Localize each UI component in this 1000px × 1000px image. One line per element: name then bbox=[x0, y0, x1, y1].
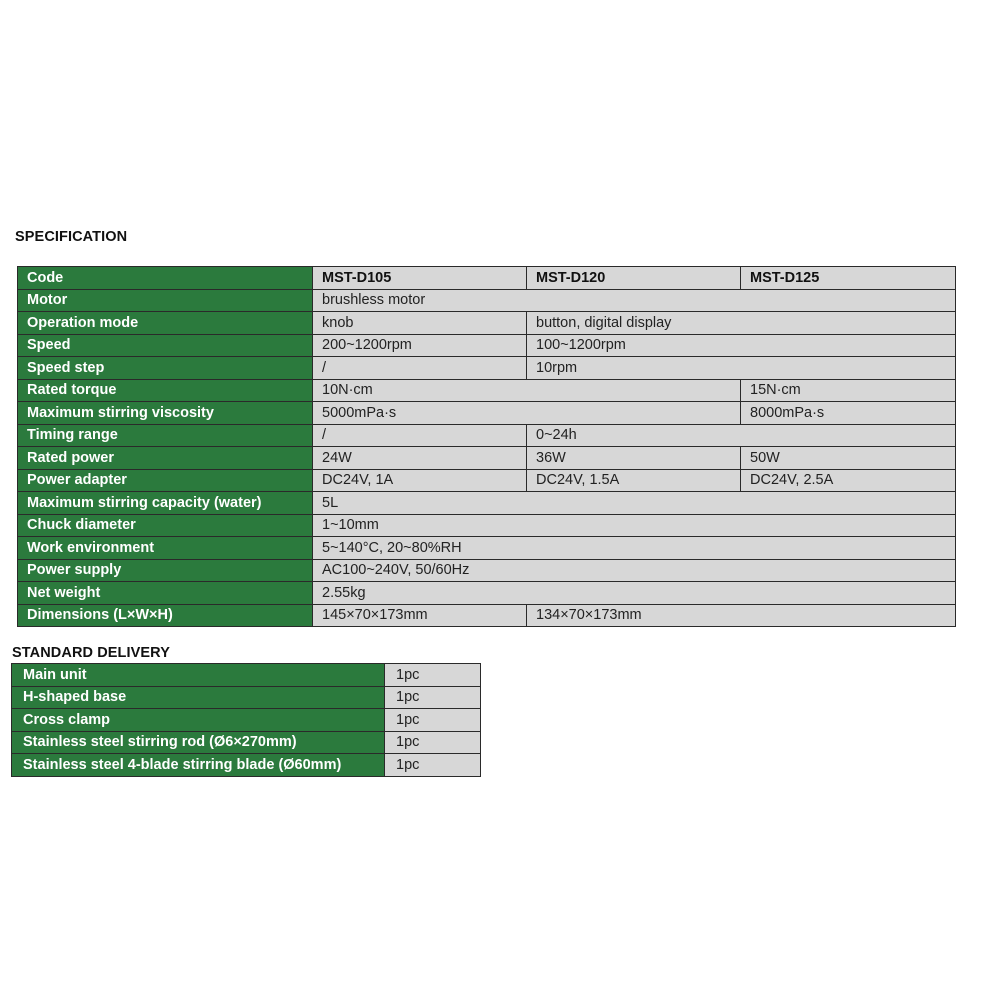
delivery-item-name: Main unit bbox=[12, 664, 385, 687]
cell-rated-power-d125: 50W bbox=[741, 447, 956, 470]
table-row bbox=[18, 402, 956, 425]
cell-speed-d120-d125: 100~1200rpm bbox=[527, 334, 956, 357]
row-label-timing-range: Timing range bbox=[18, 424, 313, 447]
delivery-item-qty: 1pc bbox=[385, 664, 481, 687]
row-label-max-viscosity: Maximum stirring viscosity bbox=[18, 402, 313, 425]
cell-rated-power-d105: 24W bbox=[313, 447, 527, 470]
row-label-dimensions: Dimensions (L×W×H) bbox=[18, 604, 313, 627]
cell-motor: brushless motor bbox=[313, 289, 956, 312]
model-header-d125: MST-D125 bbox=[741, 267, 956, 290]
cell-max-capacity: 5L bbox=[313, 492, 956, 515]
table-row bbox=[18, 289, 956, 312]
row-label-rated-power: Rated power bbox=[18, 447, 313, 470]
row-label-code: Code bbox=[18, 267, 313, 290]
delivery-item-qty: 1pc bbox=[385, 709, 481, 732]
cell-speed-step-d120-d125: 10rpm bbox=[527, 357, 956, 380]
cell-dimensions-d105: 145×70×173mm bbox=[313, 604, 527, 627]
table-row bbox=[18, 379, 956, 402]
table-row bbox=[18, 559, 956, 582]
cell-dimensions-d120-d125: 134×70×173mm bbox=[527, 604, 956, 627]
row-label-chuck-diameter: Chuck diameter bbox=[18, 514, 313, 537]
table-row bbox=[18, 582, 956, 605]
cell-operation-mode-d105: knob bbox=[313, 312, 527, 335]
cell-speed-step-d105: / bbox=[313, 357, 527, 380]
row-label-operation-mode: Operation mode bbox=[18, 312, 313, 335]
table-row bbox=[18, 469, 956, 492]
table-row bbox=[18, 492, 956, 515]
table-row bbox=[18, 424, 956, 447]
table-row bbox=[12, 686, 481, 709]
cell-max-viscosity-d125: 8000mPa·s bbox=[741, 402, 956, 425]
cell-rated-torque-d105-d120: 10N·cm bbox=[313, 379, 741, 402]
row-label-motor: Motor bbox=[18, 289, 313, 312]
delivery-item-qty: 1pc bbox=[385, 731, 481, 754]
specification-table bbox=[17, 266, 956, 627]
table-row bbox=[18, 514, 956, 537]
cell-timing-range-d120-d125: 0~24h bbox=[527, 424, 956, 447]
cell-power-adapter-d125: DC24V, 2.5A bbox=[741, 469, 956, 492]
specification-heading: SPECIFICATION bbox=[15, 229, 128, 245]
cell-operation-mode-d120-d125: button, digital display bbox=[527, 312, 956, 335]
model-header-d120: MST-D120 bbox=[527, 267, 741, 290]
cell-power-supply: AC100~240V, 50/60Hz bbox=[313, 559, 956, 582]
table-row bbox=[12, 731, 481, 754]
model-header-d105: MST-D105 bbox=[313, 267, 527, 290]
delivery-item-qty: 1pc bbox=[385, 686, 481, 709]
standard-delivery-heading: STANDARD DELIVERY bbox=[12, 645, 170, 661]
cell-power-adapter-d120: DC24V, 1.5A bbox=[527, 469, 741, 492]
table-row bbox=[18, 604, 956, 627]
row-label-max-capacity: Maximum stirring capacity (water) bbox=[18, 492, 313, 515]
table-row bbox=[18, 312, 956, 335]
cell-rated-power-d120: 36W bbox=[527, 447, 741, 470]
table-row bbox=[18, 334, 956, 357]
cell-rated-torque-d125: 15N·cm bbox=[741, 379, 956, 402]
row-label-power-adapter: Power adapter bbox=[18, 469, 313, 492]
cell-chuck-diameter: 1~10mm bbox=[313, 514, 956, 537]
cell-power-adapter-d105: DC24V, 1A bbox=[313, 469, 527, 492]
row-label-speed: Speed bbox=[18, 334, 313, 357]
table-row bbox=[12, 664, 481, 687]
delivery-item-name: Stainless steel 4-blade stirring blade (Ø60mm) bbox=[12, 754, 385, 777]
delivery-item-name: H-shaped base bbox=[12, 686, 385, 709]
row-label-net-weight: Net weight bbox=[18, 582, 313, 605]
cell-max-viscosity-d105-d120: 5000mPa·s bbox=[313, 402, 741, 425]
row-label-work-environment: Work environment bbox=[18, 537, 313, 560]
delivery-item-name: Stainless steel stirring rod (Ø6×270mm) bbox=[12, 731, 385, 754]
row-label-rated-torque: Rated torque bbox=[18, 379, 313, 402]
cell-timing-range-d105: / bbox=[313, 424, 527, 447]
table-row bbox=[18, 447, 956, 470]
delivery-item-qty: 1pc bbox=[385, 754, 481, 777]
standard-delivery-table bbox=[11, 663, 481, 777]
table-row bbox=[12, 709, 481, 732]
row-label-power-supply: Power supply bbox=[18, 559, 313, 582]
table-row bbox=[18, 357, 956, 380]
cell-speed-d105: 200~1200rpm bbox=[313, 334, 527, 357]
delivery-item-name: Cross clamp bbox=[12, 709, 385, 732]
table-row bbox=[18, 267, 956, 290]
cell-work-environment: 5~140°C, 20~80%RH bbox=[313, 537, 956, 560]
table-row bbox=[18, 537, 956, 560]
table-row bbox=[12, 754, 481, 777]
cell-net-weight: 2.55kg bbox=[313, 582, 956, 605]
row-label-speed-step: Speed step bbox=[18, 357, 313, 380]
